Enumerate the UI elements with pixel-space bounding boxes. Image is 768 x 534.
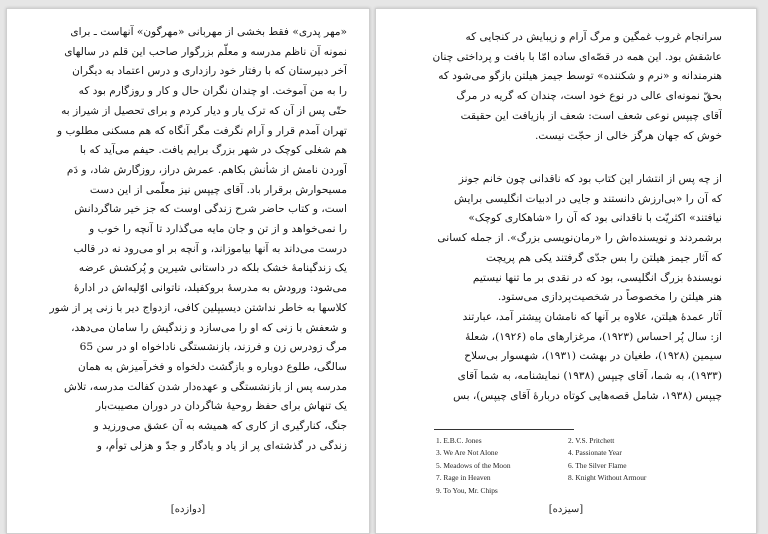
footnote-item: 4. Passionate Year bbox=[568, 448, 622, 458]
footnote-item: 8. Knight Without Armour bbox=[568, 473, 647, 483]
text-line: عاشقش بود. این همه در قصّه‌ای ساده امّا با بافت و پرداختی چنان bbox=[432, 50, 722, 63]
left-page-body-text bbox=[31, 23, 347, 456]
footnotes bbox=[436, 435, 736, 497]
right-page-paragraph-2 bbox=[420, 170, 722, 406]
text-line: خوش که جهان هرگز خالی از حجّت نیست. bbox=[534, 129, 722, 142]
text-line: یک زندگینامهٔ خشک بلکه در داستانی شیرین و پُرکشش عرضه bbox=[78, 262, 347, 275]
footnote-item: 1. E.B.C. Jones bbox=[436, 436, 482, 445]
text-line: را نمی‌خواهد و از تن و جان مایه می‌گذارد تا آنچه را خوب و bbox=[89, 223, 347, 236]
text-line: هم شغلی کوچک در شهر بزرگ برایم یافت. حیفم می‌آید که با bbox=[79, 144, 347, 157]
footnote-item: 2. V.S. Pritchett bbox=[568, 436, 615, 445]
text-line: آوردن نامش از شأنش بکاهم. عمرش دراز، روزگارش شاد، و دَم bbox=[66, 163, 347, 176]
text-line: از: سال پُر احساس (۱۹۲۳)، مرغزارهای ماه (۱۹۲۶)، شعلهٔ bbox=[465, 330, 722, 343]
text-line: سالگی، طلوع دوباره و بازگشت دلخواه و فخرآمیزش به همان bbox=[77, 360, 347, 373]
text-line: است، و کتاب حاضر شرح زندگی اوست که جز خیر شاگردانش bbox=[74, 203, 347, 216]
footnote-item: 5. Meadows of the Moon bbox=[436, 460, 511, 470]
text-line: کلاسها به خاطر نداشتن دیسیپلین کافی، ازدواج دیر با زنی پر از شور bbox=[49, 301, 347, 314]
text-line: (۱۹۳۳)، به شما، آقای چیپس (۱۹۳۸) نمایشنامه، به شما آقای bbox=[457, 370, 722, 383]
left-page bbox=[6, 8, 370, 534]
text-line: که آثار جیمز هیلتن را بس جدّی گرفتند یکی هم پریچت bbox=[486, 251, 722, 264]
footnote-item: 7. Rage in Heaven bbox=[436, 473, 491, 483]
text-line: برشمردند و نویسنده‌اش را «رمان‌نویسی بزرگ». از جمله کسانی bbox=[437, 232, 722, 245]
text-line: چیپس (۱۹۳۸، شامل قصه‌هایی کوتاه دربارهٔ آقای چیپس)، بس bbox=[453, 389, 722, 402]
footnote-item: 3. We Are Not Alone bbox=[436, 448, 498, 458]
text-line: یک تنهاش برای حفظ روحیهٔ شاگردان در دوران مصیبت‌بار bbox=[95, 400, 347, 413]
text-line: حتّی پس از آن که ترک یار و دیار کردم و برای تحصیل از شیراز به bbox=[61, 104, 347, 117]
text-line: هنر هیلتن را مخصوصاً در شخصیت‌پردازی می‌ستود. bbox=[497, 291, 722, 304]
right-page-number: [سیزده] bbox=[548, 504, 584, 515]
left-page-number: [دوازده] bbox=[170, 504, 206, 515]
text-line: را به من آموخت. او چندان نگران حال و کار و روزگارم بود که bbox=[78, 85, 347, 98]
text-line: «مهر پدری» فقط بخشی از مهربانی «مهرگون» آنهاست ـ برای bbox=[70, 26, 347, 38]
text-line: نیافتند» اکثریّت با ناقدانی بود که آن را «شاهکاری کوچک» bbox=[468, 212, 722, 225]
text-line: می‌شود: ورودش به مدرسهٔ بروکفیلد، ناتوانی اوّلیه‌اش در ادارهٔ bbox=[73, 282, 347, 295]
text-line: زندگی در گذشته‌ای پر از یاد و یادگار و جدّ و هزلی توأم، و bbox=[96, 439, 347, 452]
text-line: سرانجام غروب غمگین و مرگ آرام و زیبایش در کنجایی که bbox=[465, 31, 722, 43]
text-line: تهران آمدم قرار و آرام نگرفت مگر آنگاه که هم مسکنی مطلوب و bbox=[57, 124, 347, 137]
text-line: نمونه آن ناظم مدرسه و معلّم بزرگوار صاحب این قلم در سالهای bbox=[64, 45, 347, 58]
text-line: و شعفش با زنی که او را می‌سازد و زندگیش را سامان می‌دهد، bbox=[71, 321, 347, 334]
footnote-divider bbox=[434, 429, 574, 430]
footnote-item: 9. To You, Mr. Chips bbox=[436, 485, 498, 495]
footnote-item: 6. The Silver Flame bbox=[568, 460, 627, 470]
text-line: از چه پس از انتشار این کتاب بود که ناقدانی چون خانم جونز bbox=[458, 173, 722, 185]
text-line: درست می‌داند به آنها بیاموزاند، و آنچه بر او می‌رود نه در قالب bbox=[73, 242, 347, 255]
text-line: سیمین (۱۹۲۸)، طغیان در بهشت (۱۹۳۱)، شهسوار بی‌سلاح bbox=[464, 350, 722, 363]
right-page bbox=[375, 8, 757, 534]
text-line: بحقّ نمونه‌ای عالی در نوع خود است، چندان که گریه در مرگ bbox=[456, 90, 722, 103]
text-line: مسیحوارش برقرار باد. آقای چیپس نیز معلّمی از این دست bbox=[89, 183, 347, 196]
text-line: که آن را «بی‌ارزش دانستند و جایی در ادبیات انگلیسی برایش bbox=[454, 192, 722, 205]
text-line: نویسندهٔ بزرگ انگلیسی، بود که در نقدی بر ما تنها نیستیم bbox=[472, 271, 722, 284]
text-line: هنرمندانه و «نرم و شکننده» توسط جیمز هیلتن بازگو می‌شود که bbox=[438, 70, 722, 83]
text-line: آخر دبیرستان که با رفتار خود رازداری و درس اعتماد به دیگران bbox=[72, 65, 347, 78]
text-line: جنگ، کنارگیری از کاری که همیشه به آن عشق می‌ورزید و bbox=[93, 420, 347, 433]
right-page-paragraph-1 bbox=[420, 28, 722, 146]
text-line: آقای چیپس نوعی شعف است: شعف از بازیافت این حقیقت bbox=[460, 109, 722, 122]
text-line: مرگ زودرس زن و فرزند، بازنشستگی ناداخواه او در سن 65 bbox=[79, 341, 347, 354]
text-line: آثار عمدهٔ هیلتن، علاوه بر آنها که نامشان پیشتر آمد، عبارتند bbox=[462, 310, 722, 323]
text-line: مدرسه پس از بازنشستگی و عهده‌دار شدن کفالت مدرسه، تلاش bbox=[64, 380, 347, 393]
